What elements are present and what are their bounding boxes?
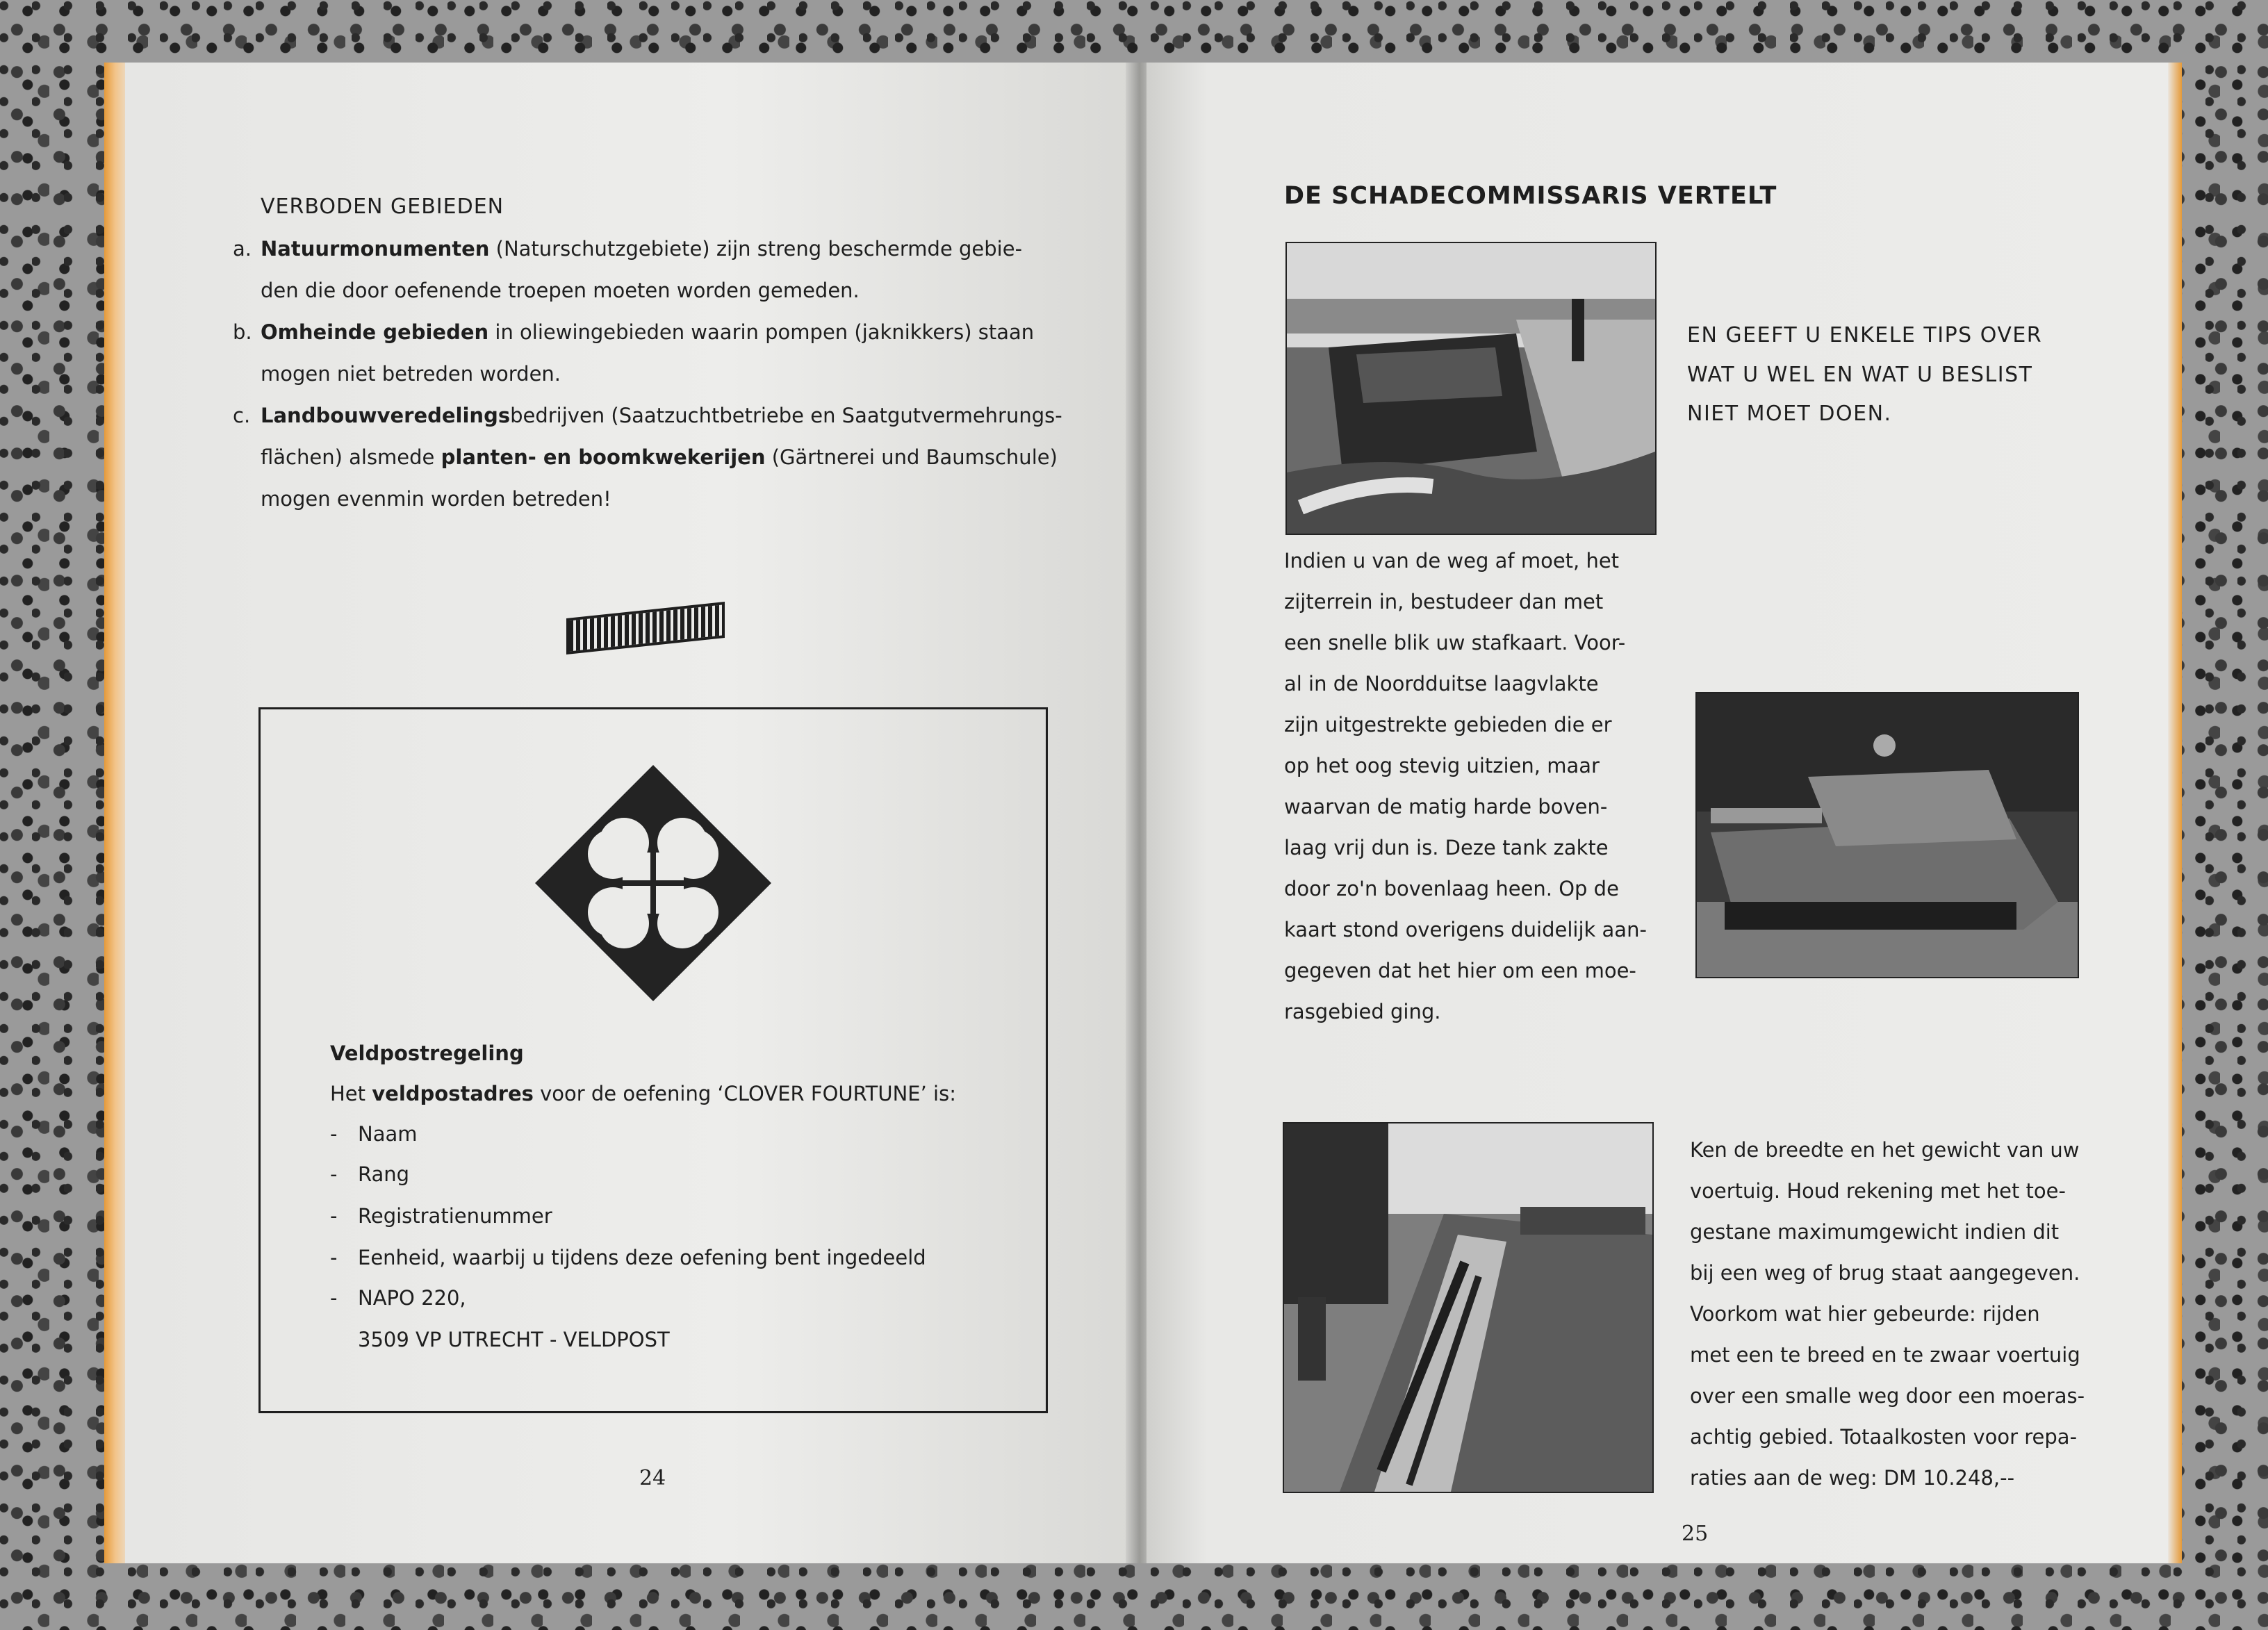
veldpost-item-rang xyxy=(330,1162,410,1186)
veldpost-address: 3509 VP UTRECHT - VELDPOST xyxy=(358,1328,670,1351)
text-line: zijn uitgestrekte gebieden die er xyxy=(1284,713,1612,736)
dash: - xyxy=(330,1122,338,1146)
text-line: door zo'n bovenlaag heen. Op de xyxy=(1284,877,1619,900)
right-page xyxy=(1147,63,2168,1563)
decorative-wave-ornament xyxy=(566,602,725,655)
tips-line-1: EN GEEFT U ENKELE TIPS OVER xyxy=(1687,323,2043,347)
tips-line-2: WAT U WEL EN WAT U BESLIST xyxy=(1687,363,2033,387)
text-line: Ken de breedte en het gewicht van uw xyxy=(1690,1138,2080,1162)
veldpost-box xyxy=(258,707,1048,1413)
item-bold-term-2: planten- en boomkwekerijen xyxy=(441,445,766,469)
exercise-name: ‘CLOVER FOURTUNE’ xyxy=(717,1082,927,1105)
text-line: bij een weg of brug staat aangegeven. xyxy=(1690,1261,2080,1285)
list-marker: b. xyxy=(233,320,252,344)
item-bold-term: Omheinde gebieden xyxy=(261,320,489,344)
dash: - xyxy=(330,1204,338,1228)
veldpost-intro xyxy=(330,1082,956,1105)
text-line: achtig gebied. Totaalkosten voor repa- xyxy=(1690,1425,2078,1449)
list-item-b xyxy=(233,311,1164,395)
veldpost-item-registratie xyxy=(330,1204,552,1228)
item-text-line2: den die door oefenende troepen moeten worden gemeden. xyxy=(261,279,860,302)
text-line: voertuig. Houd rekening met het toe- xyxy=(1690,1179,2066,1203)
text-line: rasgebied ging. xyxy=(1284,1000,1441,1023)
page-edges-right xyxy=(2168,63,2182,1563)
four-leaf-clover-icon xyxy=(535,765,771,1001)
list-item-a xyxy=(233,228,1164,311)
page-number-right: 25 xyxy=(1682,1522,1709,1546)
tank-sunk-image xyxy=(1697,693,2078,977)
photo-tank-sunk xyxy=(1695,692,2079,978)
veldpost-title: Veldpostregeling xyxy=(330,1042,524,1065)
clover-logo xyxy=(535,765,771,1001)
intro-bold: veldpostadres xyxy=(372,1082,534,1105)
text-line: Voorkom wat hier gebeurde: rijden xyxy=(1690,1302,2040,1326)
item-text-line2-post: (Gärtnerei und Baumschule) xyxy=(765,445,1058,469)
list-marker: a. xyxy=(233,237,252,261)
text-line: op het oog stevig uitzien, maar xyxy=(1284,754,1600,777)
item-bold-term: Landbouwveredelings xyxy=(261,404,511,427)
item-label: Rang xyxy=(358,1162,410,1186)
text-line: een snelle blik uw stafkaart. Voor- xyxy=(1284,631,1626,655)
item-text: in oliewingebieden waarin pompen (jaknikkers) staan xyxy=(488,320,1035,344)
text-line: zijterrein in, bestudeer dan met xyxy=(1284,590,1604,614)
veldpost-item-eenheid xyxy=(330,1246,926,1269)
page-number-left: 24 xyxy=(639,1466,666,1490)
item-label: Eenheid, waarbij u tijdens deze oefening bent ingedeeld xyxy=(358,1246,926,1269)
intro-end: is: xyxy=(926,1082,956,1105)
text-line: gegeven dat het hier om een moe- xyxy=(1284,959,1636,982)
item-label: Registratienummer xyxy=(358,1204,552,1228)
dash: - xyxy=(330,1246,338,1269)
text-line: met een te breed en te zwaar voertuig xyxy=(1690,1343,2080,1367)
item-label: Naam xyxy=(358,1122,418,1146)
list-marker: c. xyxy=(233,404,251,427)
left-page xyxy=(125,63,1133,1563)
text-line: kaart stond overigens duidelijk aan- xyxy=(1284,918,1647,941)
photo-tank-overturned xyxy=(1285,242,1657,535)
item-text-line3: mogen evenmin worden betreden! xyxy=(261,487,611,511)
paragraph-vehicle-weight xyxy=(1690,1130,2085,1499)
item-text: bedrijven (Saatzuchtbetriebe en Saatgutvermehrungs- xyxy=(510,404,1062,427)
text-line: al in de Noordduitse laagvlakte xyxy=(1284,672,1599,695)
text-line: gestane maximumgewicht indien dit xyxy=(1690,1220,2060,1244)
photo-damaged-road xyxy=(1283,1122,1654,1493)
paragraph-offroad xyxy=(1284,541,1661,1032)
text-line: over een smalle weg door een moeras- xyxy=(1690,1384,2085,1408)
intro-text-2: voor de oefening xyxy=(533,1082,718,1105)
schadecommissaris-heading: DE SCHADECOMMISSARIS VERTELT xyxy=(1284,182,1777,210)
verboden-gebieden-heading: VERBODEN GEBIEDEN xyxy=(261,195,504,219)
tank-overturned-image xyxy=(1287,243,1655,534)
item-label: NAPO 220, xyxy=(358,1286,466,1310)
veldpost-item-napo xyxy=(330,1286,466,1310)
dash: - xyxy=(330,1162,338,1186)
text-line: waarvan de matig harde boven- xyxy=(1284,795,1608,818)
text-line: laag vrij dun is. Deze tank zakte xyxy=(1284,836,1609,859)
item-text-line2: mogen niet betreden worden. xyxy=(261,362,561,386)
veldpost-item-naam xyxy=(330,1122,418,1146)
intro-text: Het xyxy=(330,1082,372,1105)
text-line: Indien u van de weg af moet, het xyxy=(1284,549,1620,573)
item-bold-term: Natuurmonumenten xyxy=(261,237,490,261)
text-line: raties aan de weg: DM 10.248,-- xyxy=(1690,1466,2015,1490)
open-booklet xyxy=(104,63,2182,1563)
item-text-line2-pre: flächen) alsmede xyxy=(261,445,441,469)
item-text: (Naturschutzgebiete) zijn streng beschermde gebie- xyxy=(489,237,1023,261)
tips-line-3: NIET MOET DOEN. xyxy=(1687,402,1892,426)
dash: - xyxy=(330,1286,338,1310)
list-item-c xyxy=(233,395,1164,520)
damaged-road-image xyxy=(1284,1123,1652,1492)
